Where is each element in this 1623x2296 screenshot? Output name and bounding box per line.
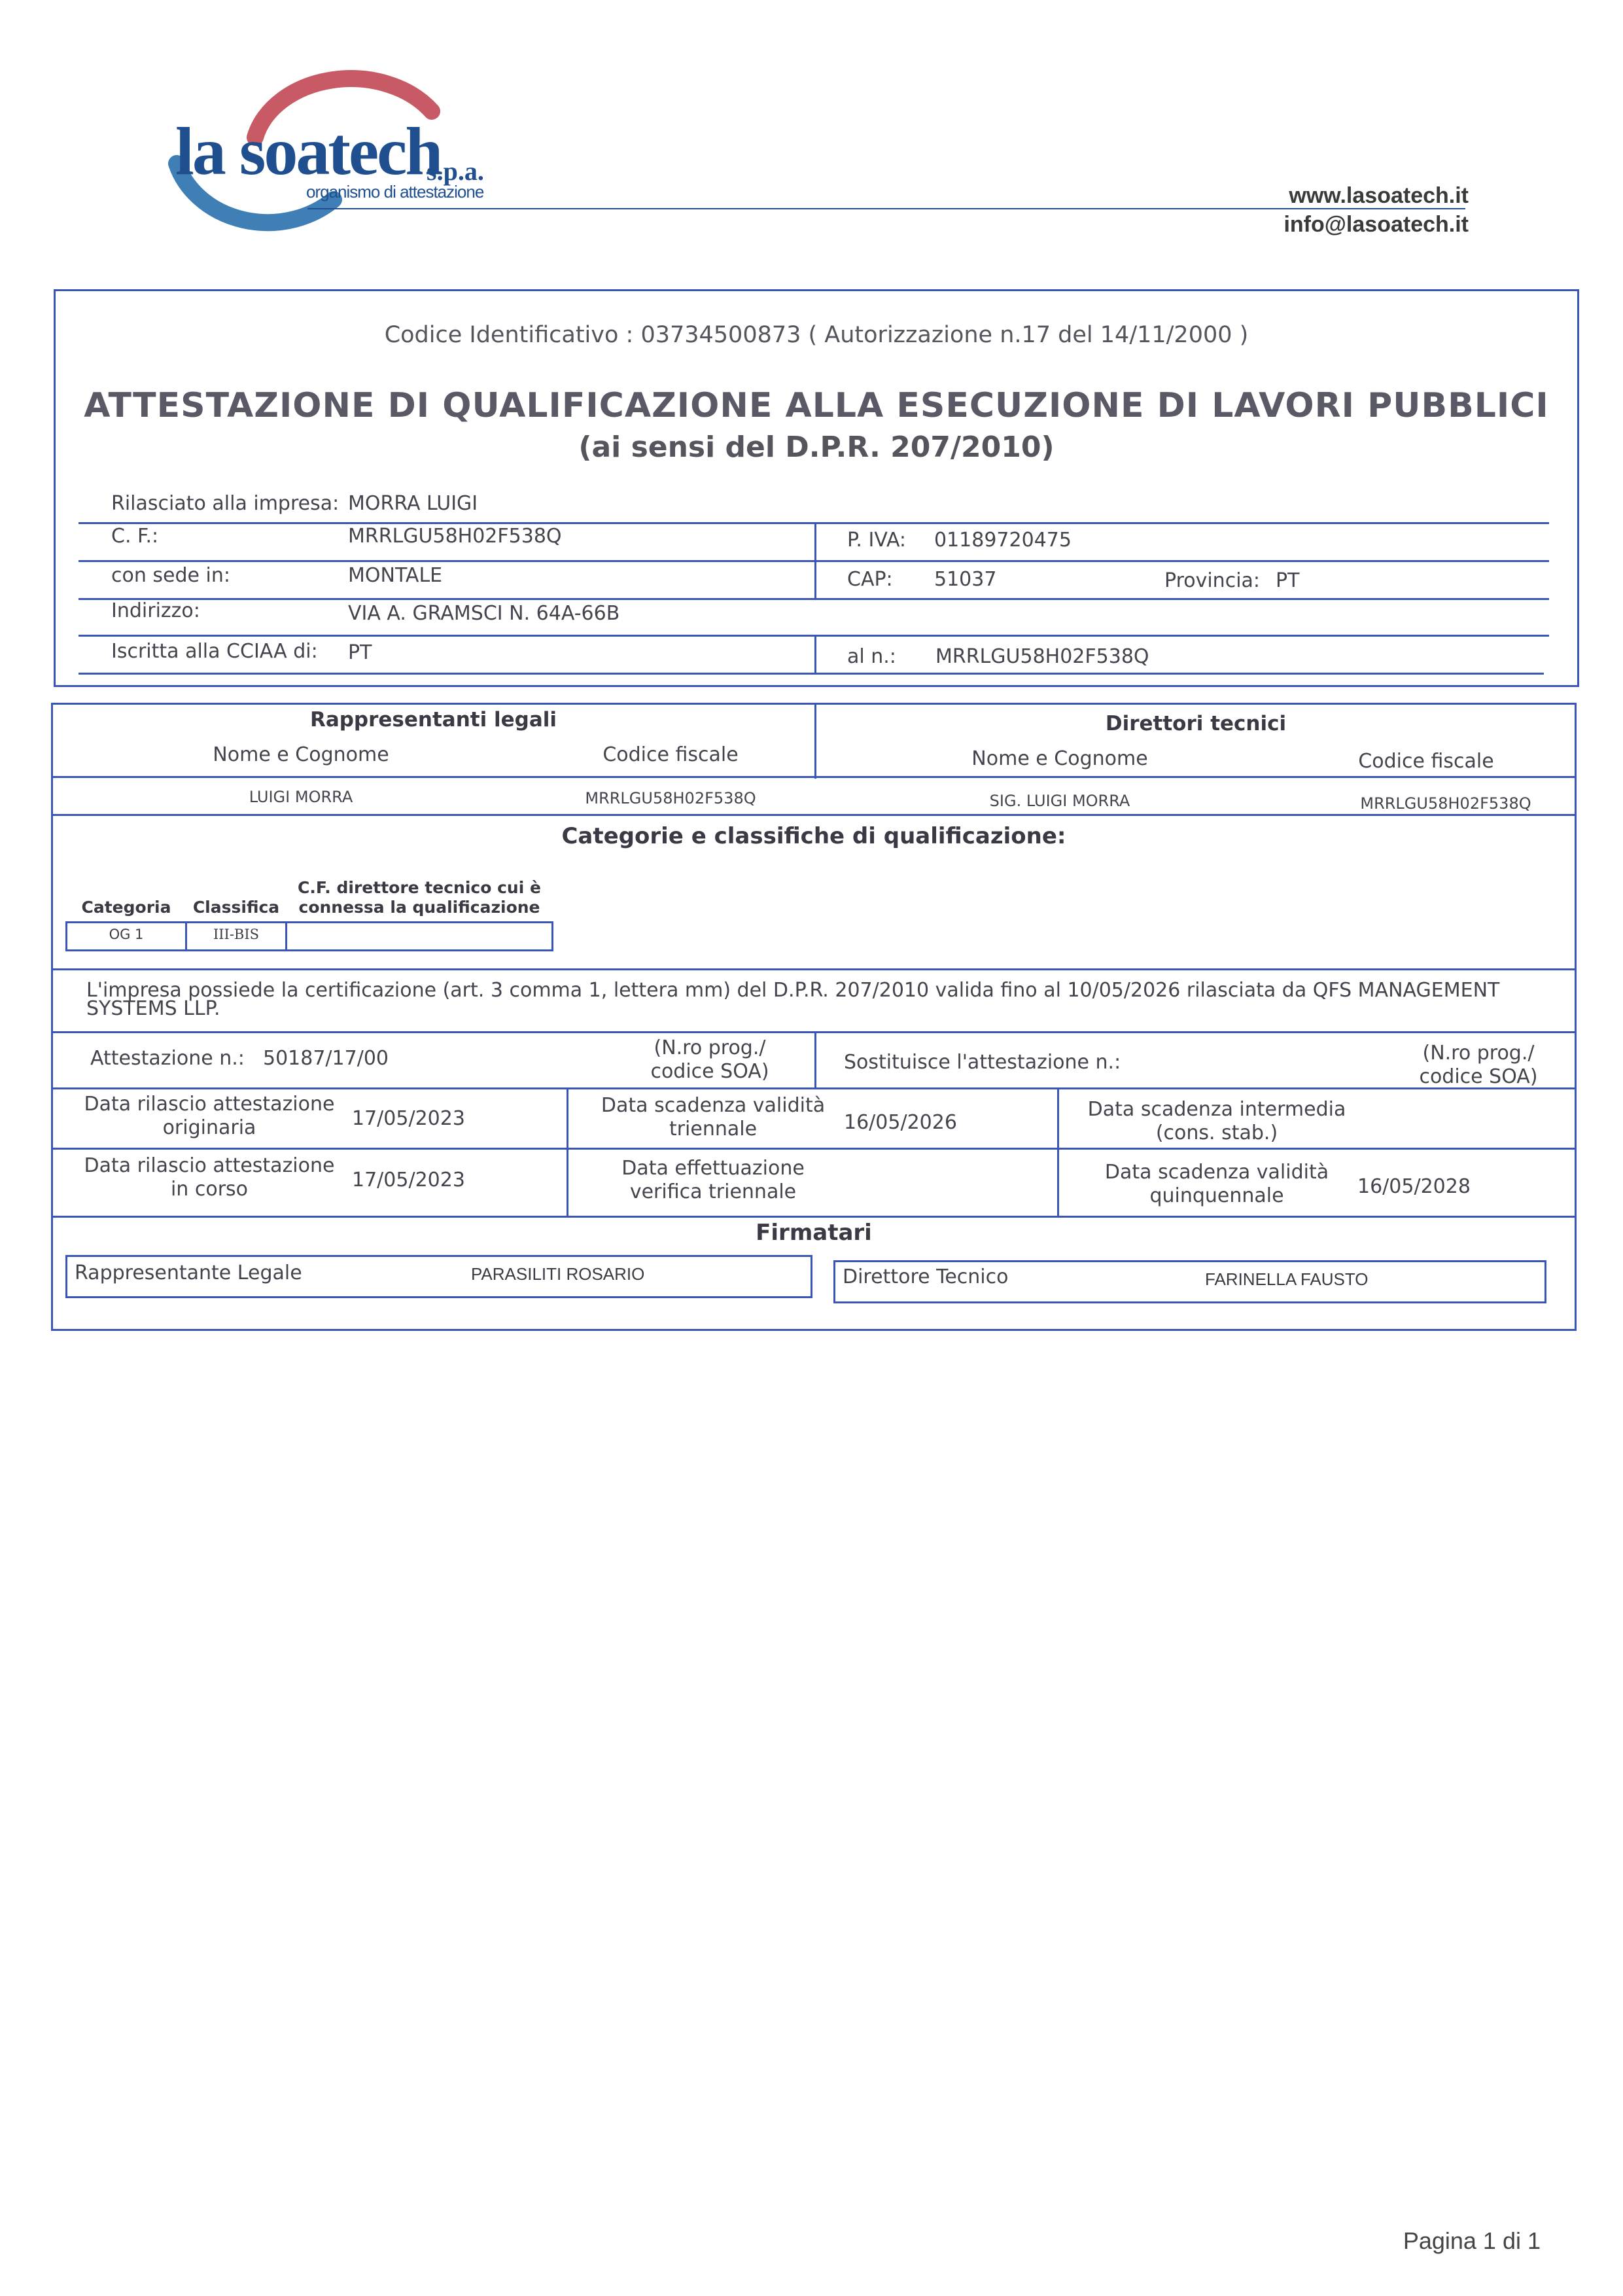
piva-label: P. IVA: [847, 529, 907, 552]
piva-value: 01189720475 [934, 529, 1072, 552]
column-divider [814, 1033, 816, 1089]
certification-line2: SYSTEMS LLP. [86, 997, 220, 1020]
logo [157, 39, 497, 262]
registration-number-label: al n.: [847, 645, 896, 668]
province-value: PT [1276, 569, 1300, 592]
original-issue-label-line2: originaria [162, 1116, 256, 1139]
legal-cf-col: Codice fiscale [602, 743, 739, 766]
attestation-number-label: Attestazione n.: [90, 1047, 245, 1070]
col-cf-header-line2: connessa la qualificazione [298, 898, 540, 917]
address-value: VIA A. GRAMSCI N. 64A-66B [348, 602, 620, 625]
registration-number-value: MRRLGU58H02F538Q [935, 645, 1149, 668]
page-subtitle: (ai sensi del D.P.R. 207/2010) [578, 431, 1055, 464]
logo-name: la soatech [175, 114, 442, 189]
original-issue-label-line1: Data rilascio attestazione [84, 1093, 335, 1116]
column-divider [285, 921, 287, 951]
column-divider [814, 523, 816, 560]
row-divider [51, 814, 1577, 816]
row-divider [51, 1087, 1577, 1089]
email-link[interactable]: info@lasoatech.it [1283, 212, 1469, 237]
col-category-header: Categoria [81, 898, 171, 917]
original-issue-value: 17/05/2023 [352, 1107, 465, 1130]
class-cell: III-BIS [213, 927, 260, 942]
legal-rep-cf: MRRLGU58H02F538Q [585, 789, 756, 807]
current-issue-label-line2: in corso [170, 1178, 249, 1201]
cciaa-label: Iscritta alla CCIAA di: [111, 640, 318, 663]
certification-line1: L'impresa possiede la certificazione (art. 3 comma 1, lettera mm) del D.P.R. 207/2010 valida fino al 10/05/2026 rilasciata da QFS MANAGEMENT [86, 979, 1500, 1002]
intermediate-expiry-label-line2: (cons. stab.) [1155, 1122, 1278, 1144]
row-divider [79, 522, 1549, 524]
row-divider [51, 1216, 1577, 1218]
code-line: Codice Identificativo : 03734500873 ( Autorizzazione n.17 del 14/11/2000 ) [384, 322, 1249, 348]
row-divider [51, 968, 1577, 970]
triennial-expiry-label-line2: triennale [669, 1118, 758, 1140]
signatories-title: Firmatari [756, 1220, 872, 1246]
verification-label-line2: verifica triennale [629, 1180, 797, 1203]
current-issue-label-line1: Data rilascio attestazione [84, 1154, 335, 1177]
row-divider [51, 1148, 1577, 1150]
issued-value: MORRA LUIGI [348, 492, 478, 515]
quinquennial-expiry-value: 16/05/2028 [1357, 1175, 1471, 1198]
categories-title: Categorie e classifiche di qualificazione: [561, 823, 1066, 849]
tech-signatory-label: Direttore Tecnico [843, 1265, 1009, 1288]
replaces-prog-note-line2: codice SOA) [1419, 1065, 1538, 1088]
column-divider [1057, 1089, 1059, 1217]
column-divider [814, 703, 816, 779]
seat-label: con sede in: [111, 564, 230, 587]
province-label: Provincia: [1164, 569, 1261, 592]
row-divider [79, 598, 1549, 600]
attestation-prog-note-line1: (N.ro prog./ [654, 1036, 766, 1059]
seat-value: MONTALE [348, 564, 443, 587]
cf-label: C. F.: [111, 525, 159, 548]
tech-director-cf: MRRLGU58H02F538Q [1360, 794, 1531, 813]
triennial-expiry-value: 16/05/2026 [844, 1111, 957, 1134]
legal-reps-title: Rappresentanti legali [309, 708, 557, 732]
cciaa-value: PT [348, 641, 372, 664]
issued-label: Rilasciato alla impresa: [111, 492, 340, 515]
column-divider [814, 636, 816, 673]
website-link[interactable]: www.lasoatech.it [1289, 183, 1469, 208]
replaces-prog-note-line1: (N.ro prog./ [1422, 1042, 1535, 1065]
row-divider [79, 673, 1544, 675]
page-title: ATTESTAZIONE DI QUALIFICAZIONE ALLA ESECUZIONE DI LAVORI PUBBLICI [84, 386, 1549, 425]
legal-name-col: Nome e Cognome [213, 743, 389, 766]
column-divider [567, 1089, 568, 1216]
company-box [54, 289, 1579, 687]
intermediate-expiry-label-line1: Data scadenza intermedia [1087, 1098, 1346, 1121]
row-divider [51, 776, 1577, 778]
tech-name-col: Nome e Cognome [971, 747, 1148, 770]
legal-signatory-name: PARASILITI ROSARIO [471, 1264, 645, 1284]
address-label: Indirizzo: [111, 599, 200, 622]
cap-label: CAP: [847, 568, 893, 591]
row-divider [79, 635, 1549, 637]
current-issue-value: 17/05/2023 [352, 1169, 465, 1192]
verification-label-line1: Data effettuazione [621, 1157, 805, 1180]
page-number: Pagina 1 di 1 [1403, 2227, 1541, 2254]
triennial-expiry-label-line1: Data scadenza validità [601, 1094, 826, 1117]
tech-director-name: SIG. LUIGI MORRA [989, 792, 1130, 810]
attestation-number-value: 50187/17/00 [263, 1047, 389, 1070]
cf-value: MRRLGU58H02F538Q [348, 525, 562, 548]
replaces-label: Sostituisce l'attestazione n.: [844, 1051, 1121, 1074]
quinquennial-expiry-label-line2: quinquennale [1149, 1184, 1284, 1207]
col-class-header: Classifica [192, 898, 280, 917]
quinquennial-expiry-label-line1: Data scadenza validità [1104, 1161, 1329, 1184]
col-cf-header-line1: C.F. direttore tecnico cui è [298, 878, 541, 897]
row-divider [79, 560, 1549, 562]
category-cell: OG 1 [109, 927, 144, 942]
row-divider [51, 1031, 1577, 1033]
logo-tagline: organismo di attestazione [306, 182, 484, 202]
legal-rep-name: LUIGI MORRA [249, 788, 353, 806]
tech-directors-title: Direttori tecnici [1105, 712, 1287, 735]
column-divider [814, 561, 816, 598]
cap-value: 51037 [934, 568, 997, 591]
logo-suffix: s.p.a. [427, 156, 484, 186]
attestation-prog-note-line2: codice SOA) [650, 1060, 769, 1083]
tech-signatory-name: FARINELLA FAUSTO [1205, 1269, 1369, 1289]
legal-signatory-label: Rappresentante Legale [75, 1262, 302, 1284]
tech-cf-col: Codice fiscale [1358, 750, 1494, 773]
